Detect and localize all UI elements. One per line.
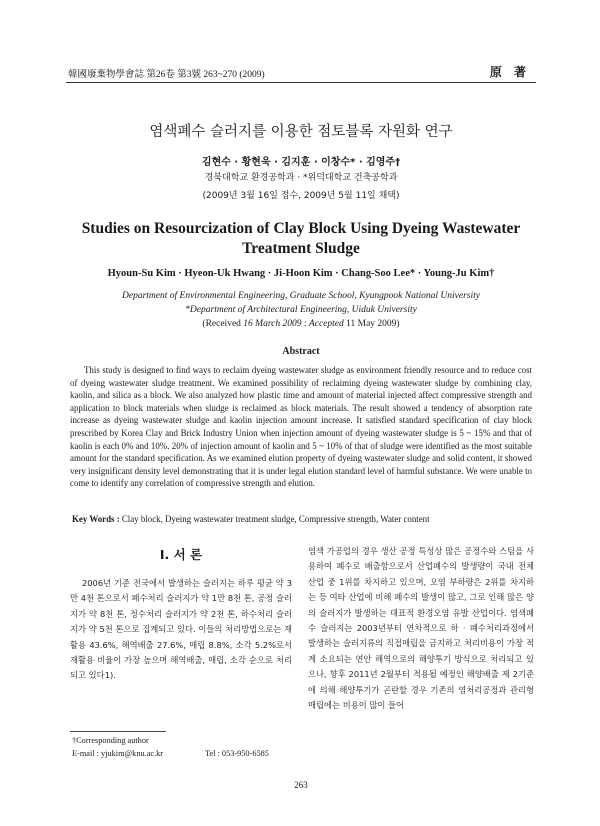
introduction-paragraph-right: 염색 가공업의 경우 생산 공정 특성상 많은 공정수와 스팀을 사용하여 폐수로 배출함으로서 산업폐수의 발생량이 국내 전체 산업 중 1위를 차지하고 있으며, 오염 부하량은 2위를 차지하는 등 여타 산업에 비해 폐수의 발생이 많고, 그로 인해 많은 양의 슬러지가 발생하는 대표적 환경오염 유발 산업이다. 염색폐수 슬러지는 2003년부터 연차적으로 하 · 폐수처리과정에서 발생하는 슬러지류의 직접매립을 금지하고 처리비용이 가장 적게 소요되는 연안 해역으로의 해양투기 방식으로 처리되고 있으나, 향후 2011년 2월부터 적용될 예정인 해양배출 제 2기준에 의해 해양투기가 곤란할 경우 기존의 염처리공정과 관리형 매립에는 비용이 많이 들어 (308, 546, 534, 711)
english-title (66, 219, 536, 259)
korean-received-dates: (2009년 3월 16일 접수, 2009년 5월 11일 채택) (202, 191, 400, 201)
korean-affiliation: 경북대학교 환경공학과 · *위덕대학교 건축공학과 (204, 173, 398, 183)
abstract-body: This study is designed to find ways to reclaim dyeing wastewater sludge as environment friendly resource and to reduce cost of dyeing wastewater sludge treatment. We examined possibility of reclaiming dyeing wastewater sludge by combining clay, kaolin, and silica as a block. We also analyzed how plastic time and amount of material injected affect compressive strength and application to block materials when sludge is reclaimed as block materials. The result showed a tendency of absorption rate increase as dyeing wastewater sludge and kaolin injection amount increase. It satisfied standard specification of clay block prescribed by Korea Clay and Brick Industry Union when injection amount of dyeing wastewater sludge is 5 ~ 15% and that of kaolin is each 0% and 10%. 20% of injection amount of kaolin and 5 ~ 10% of that of sludge were identified as the most suitable amount for the standard specification. As we examined elution property of dyeing wastewater sludge and solid content, it showed very insignificant density level demonstrating that it is under legal elution standard level of harmful substance. We were unable to come to identify any correlation of compressive strength and elution. (70, 365, 532, 489)
section-heading-introduction: I. 서 론 (159, 547, 203, 562)
footnote-corresponding-author: †Corresponding author (72, 736, 149, 745)
korean-authors: 김현수 · 황현욱 · 김지훈 · 이창수* · 김영주† (201, 157, 401, 168)
keywords-label: Key Words : (72, 514, 122, 524)
journal-citation: 韓國廢棄物學會誌 第26卷 第3號 263~270 (2009) (68, 70, 265, 80)
english-authors: Hyoun-Su Kim · Hyeon-Uk Hwang · Ji-Hoon Kim · Chang-Soo Lee* · Young-Ju Kim† (107, 268, 495, 279)
affiliation-line-1: Department of Environmental Engineering, Graduate School, Kyungpook National University (122, 291, 480, 301)
keywords-text: Clay block, Dyeing wastewater treatment sludge, Compressive strength, Water content (121, 514, 430, 524)
received-date: 16 March 2009 (243, 319, 302, 329)
page-number: 263 (294, 780, 308, 790)
affiliation-line-2: *Department of Architectural Engineering, Uiduk University (185, 305, 417, 315)
article-type-label: 原 著 (489, 65, 530, 79)
footnote-rule (70, 731, 166, 732)
accepted-label: Accepted (308, 319, 344, 329)
keywords (72, 514, 534, 524)
abstract-heading: Abstract (282, 346, 320, 357)
korean-title: 염색폐수 슬러지를 이용한 점토블록 자원화 연구 (149, 124, 453, 140)
footnote-email: E-mail : yjukim@knu.ac.kr (72, 749, 164, 758)
header-rule (66, 82, 536, 83)
english-received-dates (66, 319, 536, 329)
english-title-line-2: Treatment Sludge (242, 240, 360, 257)
english-title-line-1: Studies on Resourcization of Clay Block Using Dyeing Wastewater (81, 220, 521, 237)
received-prefix: (Received (202, 319, 244, 329)
english-affiliation (66, 289, 536, 317)
received-separator: : (301, 319, 309, 329)
footnote-telephone: Tel : 053-950-6585 (205, 749, 269, 758)
introduction-paragraph-left: 2006년 기준 전국에서 발생하는 슬러지는 하루 평균 약 3만 4천 톤으로서 폐수처리 슬러지가 약 1만 8천 톤, 공정 슬러지가 약 8천 톤, 정수처리 슬러지가 약 2천 톤, 하수처리 슬러지가 약 5천 톤으로 집계되고 있다. 이들의 처리방법으로는 재활용 43.6%, 해역배출 27.6%, 매립 8.8%, 소각 5.2%로서 재활용 비율이 가장 높으며 해역배출, 매립, 소각 순으로 처리되고 있다1). (70, 578, 292, 681)
received-suffix: ) (396, 319, 400, 329)
accepted-date: 11 May 2009 (343, 319, 397, 329)
